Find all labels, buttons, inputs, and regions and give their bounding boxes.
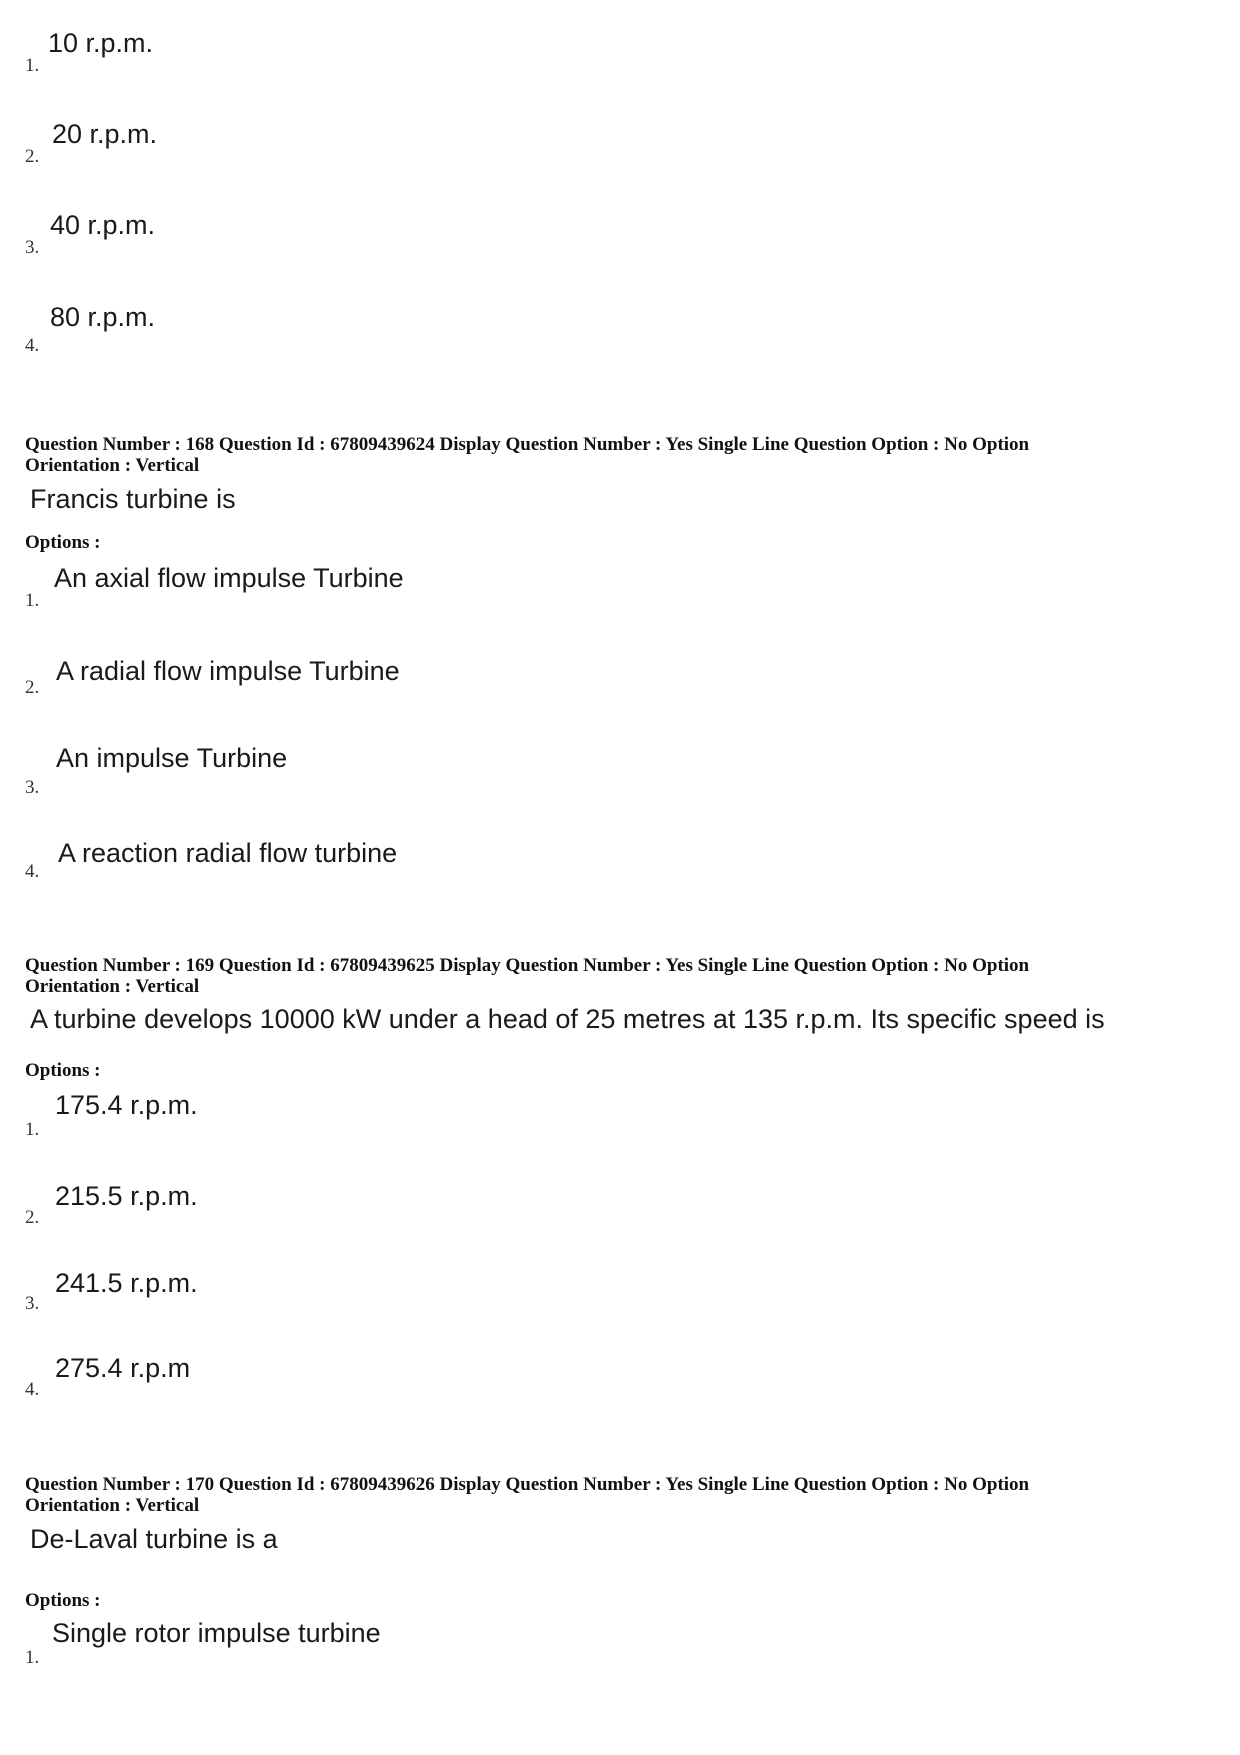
question-text: Francis turbine is <box>30 484 236 514</box>
option-number: 1. <box>25 590 40 611</box>
options-label: Options : <box>25 1060 101 1081</box>
option-number: 2. <box>25 146 40 167</box>
option-text: 175.4 r.p.m. <box>55 1090 198 1120</box>
question-meta-line: Question Number : 169 Question Id : 67809439625 Display Question Number : Yes Single Line Question Option : No Option <box>25 955 1030 976</box>
question-meta-line: Orientation : Vertical <box>25 1495 200 1516</box>
question-meta-line: Question Number : 168 Question Id : 67809439624 Display Question Number : Yes Single Line Question Option : No Option <box>25 434 1030 455</box>
option-text: 275.4 r.p.m <box>55 1353 191 1383</box>
question-meta-line: Orientation : Vertical <box>25 455 200 476</box>
option-text: 215.5 r.p.m. <box>55 1181 198 1211</box>
option-number: 3. <box>25 1293 40 1314</box>
option-text: 20 r.p.m. <box>52 119 158 149</box>
question-meta-line: Orientation : Vertical <box>25 976 200 997</box>
option-number: 4. <box>25 861 40 882</box>
option-number: 1. <box>25 55 40 76</box>
option-number: 3. <box>25 777 40 798</box>
option-number: 2. <box>25 1207 40 1228</box>
option-text: 10 r.p.m. <box>48 28 154 58</box>
option-number: 2. <box>25 677 40 698</box>
option-text: 80 r.p.m. <box>50 302 156 332</box>
option-number: 1. <box>25 1647 40 1668</box>
option-number: 3. <box>25 237 40 258</box>
option-text: An axial flow impulse Turbine <box>54 563 404 593</box>
option-text: Single rotor impulse turbine <box>52 1618 381 1648</box>
option-text: An impulse Turbine <box>56 743 288 773</box>
options-label: Options : <box>25 532 101 553</box>
question-meta <box>25 955 1215 997</box>
option-number: 4. <box>25 1379 40 1400</box>
question-meta <box>25 1474 1215 1516</box>
option-text: A reaction radial flow turbine <box>58 838 398 868</box>
options-label: Options : <box>25 1590 101 1611</box>
option-text: A radial flow impulse Turbine <box>56 656 400 686</box>
question-text: De-Laval turbine is a <box>30 1524 278 1554</box>
option-number: 4. <box>25 335 40 356</box>
option-text: 241.5 r.p.m. <box>55 1268 198 1298</box>
option-number: 1. <box>25 1119 40 1140</box>
question-meta-line: Question Number : 170 Question Id : 67809439626 Display Question Number : Yes Single Line Question Option : No Option <box>25 1474 1030 1495</box>
question-text: A turbine develops 10000 kW under a head of 25 metres at 135 r.p.m. Its specific speed is <box>30 1004 1105 1034</box>
option-text: 40 r.p.m. <box>50 210 156 240</box>
question-meta <box>25 434 1215 476</box>
